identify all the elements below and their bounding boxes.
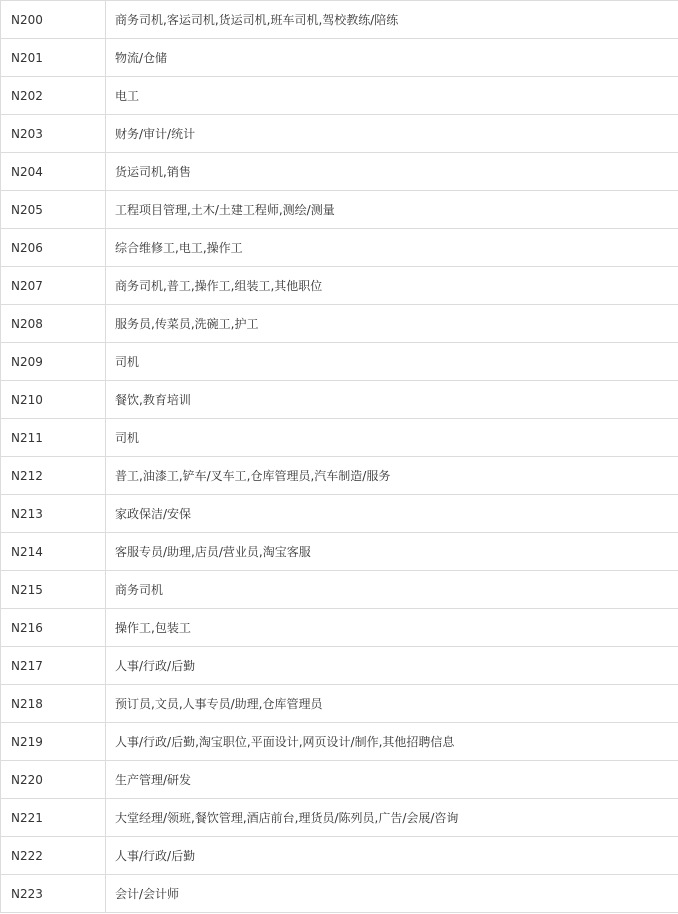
job-code-table-body bbox=[1, 1, 678, 913]
job-category-cell: 人事/行政/后勤 bbox=[106, 837, 678, 875]
job-code-cell: N207 bbox=[1, 267, 106, 305]
table-row bbox=[1, 457, 678, 495]
job-code-cell: N222 bbox=[1, 837, 106, 875]
job-code-cell: N223 bbox=[1, 875, 106, 913]
job-code-cell: N217 bbox=[1, 647, 106, 685]
table-row bbox=[1, 495, 678, 533]
job-code-cell: N220 bbox=[1, 761, 106, 799]
job-code-cell: N219 bbox=[1, 723, 106, 761]
job-category-cell: 商务司机 bbox=[106, 571, 678, 609]
job-category-cell: 工程项目管理,土木/土建工程师,测绘/测量 bbox=[106, 191, 678, 229]
job-category-cell: 餐饮,教育培训 bbox=[106, 381, 678, 419]
table-row bbox=[1, 685, 678, 723]
job-code-cell: N206 bbox=[1, 229, 106, 267]
job-code-cell: N210 bbox=[1, 381, 106, 419]
job-code-cell: N200 bbox=[1, 1, 106, 39]
job-code-cell: N218 bbox=[1, 685, 106, 723]
table-row bbox=[1, 647, 678, 685]
job-category-cell: 家政保洁/安保 bbox=[106, 495, 678, 533]
table-row bbox=[1, 609, 678, 647]
job-code-cell: N213 bbox=[1, 495, 106, 533]
table-row bbox=[1, 229, 678, 267]
table-row bbox=[1, 77, 678, 115]
job-category-cell: 货运司机,销售 bbox=[106, 153, 678, 191]
job-category-cell: 普工,油漆工,铲车/叉车工,仓库管理员,汽车制造/服务 bbox=[106, 457, 678, 495]
job-category-cell: 司机 bbox=[106, 419, 678, 457]
job-code-cell: N221 bbox=[1, 799, 106, 837]
table-row bbox=[1, 381, 678, 419]
table-row bbox=[1, 571, 678, 609]
job-code-cell: N204 bbox=[1, 153, 106, 191]
table-row bbox=[1, 761, 678, 799]
job-category-cell: 操作工,包装工 bbox=[106, 609, 678, 647]
job-category-cell: 服务员,传菜员,洗碗工,护工 bbox=[106, 305, 678, 343]
job-code-cell: N214 bbox=[1, 533, 106, 571]
table-row bbox=[1, 1, 678, 39]
table-row bbox=[1, 39, 678, 77]
job-category-cell: 综合维修工,电工,操作工 bbox=[106, 229, 678, 267]
table-row bbox=[1, 533, 678, 571]
job-code-cell: N203 bbox=[1, 115, 106, 153]
job-code-cell: N212 bbox=[1, 457, 106, 495]
job-category-cell: 司机 bbox=[106, 343, 678, 381]
job-code-cell: N202 bbox=[1, 77, 106, 115]
job-category-cell: 会计/会计师 bbox=[106, 875, 678, 913]
table-row bbox=[1, 723, 678, 761]
table-row bbox=[1, 419, 678, 457]
job-category-cell: 预订员,文员,人事专员/助理,仓库管理员 bbox=[106, 685, 678, 723]
table-row bbox=[1, 115, 678, 153]
job-code-cell: N215 bbox=[1, 571, 106, 609]
table-row bbox=[1, 267, 678, 305]
job-code-cell: N205 bbox=[1, 191, 106, 229]
job-code-cell: N208 bbox=[1, 305, 106, 343]
job-category-cell: 物流/仓储 bbox=[106, 39, 678, 77]
table-row bbox=[1, 191, 678, 229]
table-row bbox=[1, 305, 678, 343]
job-category-cell: 人事/行政/后勤,淘宝职位,平面设计,网页设计/制作,其他招聘信息 bbox=[106, 723, 678, 761]
job-code-cell: N201 bbox=[1, 39, 106, 77]
job-category-cell: 商务司机,普工,操作工,组装工,其他职位 bbox=[106, 267, 678, 305]
job-code-cell: N209 bbox=[1, 343, 106, 381]
job-category-cell: 大堂经理/领班,餐饮管理,酒店前台,理货员/陈列员,广告/会展/咨询 bbox=[106, 799, 678, 837]
job-code-cell: N216 bbox=[1, 609, 106, 647]
table-row bbox=[1, 799, 678, 837]
job-category-cell: 人事/行政/后勤 bbox=[106, 647, 678, 685]
job-category-cell: 客服专员/助理,店员/营业员,淘宝客服 bbox=[106, 533, 678, 571]
job-category-cell: 财务/审计/统计 bbox=[106, 115, 678, 153]
job-code-cell: N211 bbox=[1, 419, 106, 457]
table-row bbox=[1, 343, 678, 381]
job-category-cell: 电工 bbox=[106, 77, 678, 115]
job-category-cell: 商务司机,客运司机,货运司机,班车司机,驾校教练/陪练 bbox=[106, 1, 678, 39]
table-row bbox=[1, 837, 678, 875]
table-row bbox=[1, 153, 678, 191]
table-row bbox=[1, 875, 678, 913]
job-category-cell: 生产管理/研发 bbox=[106, 761, 678, 799]
